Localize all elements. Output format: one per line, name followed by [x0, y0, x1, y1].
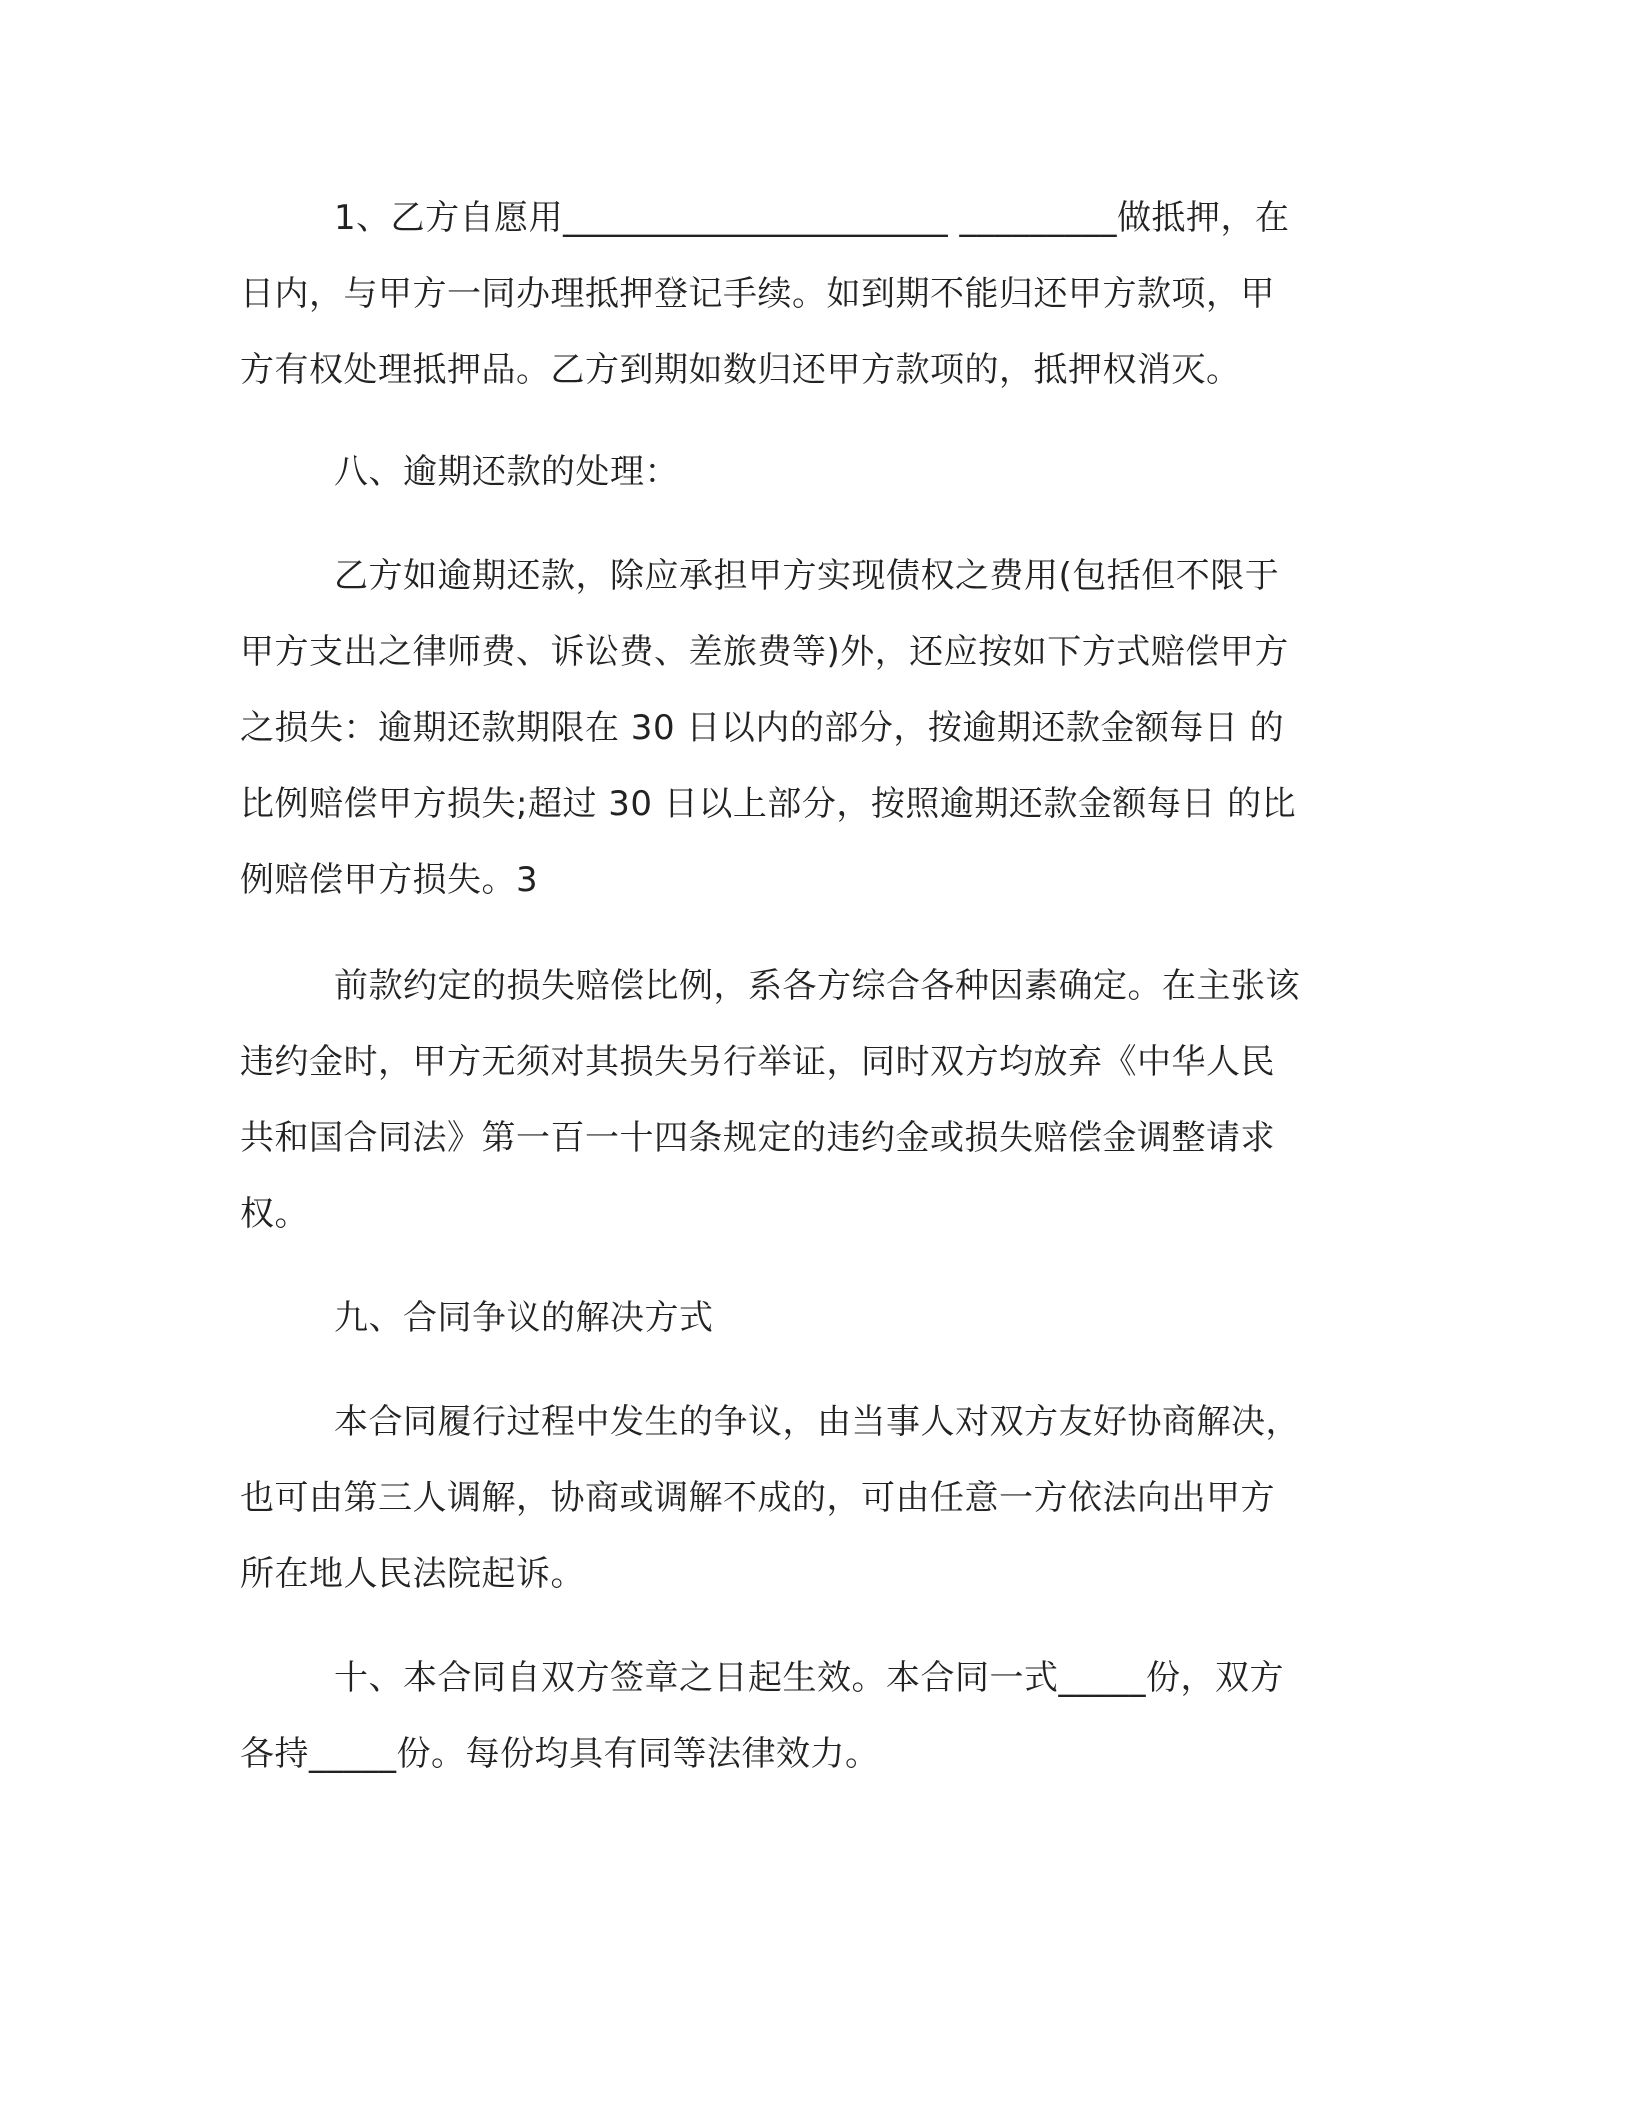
penalty-paragraph-line-2: 违约金时，甲方无须对其损失另行举证，同时双方均放弃《中华人民 [240, 1042, 1275, 1082]
penalty-paragraph-line-4: 权。 [240, 1194, 309, 1234]
overdue-paragraph-line-1: 乙方如逾期还款，除应承担甲方实现债权之费用(包括但不限于 [334, 556, 1280, 596]
overdue-paragraph-line-3: 之损失：逾期还款期限在 30 日以内的部分，按逾期还款金额每日 的 [240, 708, 1285, 748]
clause-mortgage-line-1: 1、乙方自愿用______________________ _________做抵押，在 [334, 198, 1290, 238]
penalty-paragraph-line-1: 前款约定的损失赔偿比例，系各方综合各种因素确定。在主张该 [334, 966, 1300, 1006]
section-heading-dispute: 九、合同争议的解决方式 [334, 1298, 714, 1338]
dispute-paragraph-line-2: 也可由第三人调解，协商或调解不成的，可由任意一方依法向出甲方 [240, 1478, 1275, 1518]
clause-mortgage-line-2: 日内，与甲方一同办理抵押登记手续。如到期不能归还甲方款项，甲 [240, 274, 1275, 314]
section-heading-overdue: 八、逾期还款的处理： [334, 452, 679, 492]
clause-mortgage-line-3: 方有权处理抵押品。乙方到期如数归还甲方款项的，抵押权消灭。 [240, 350, 1241, 390]
overdue-paragraph-line-4: 比例赔偿甲方损失;超过 30 日以上部分，按照逾期还款金额每日 的比 [240, 784, 1297, 824]
effective-clause-line-1: 十、本合同自双方签章之日起生效。本合同一式_____份，双方 [334, 1658, 1284, 1698]
dispute-paragraph-line-3: 所在地人民法院起诉。 [240, 1554, 585, 1594]
dispute-paragraph-line-1: 本合同履行过程中发生的争议，由当事人对双方友好协商解决， [334, 1402, 1300, 1442]
effective-clause-line-2: 各持_____份。每份均具有同等法律效力。 [240, 1734, 880, 1774]
penalty-paragraph-line-3: 共和国合同法》第一百一十四条规定的违约金或损失赔偿金调整请求 [240, 1118, 1275, 1158]
overdue-paragraph-line-2: 甲方支出之律师费、诉讼费、差旅费等)外，还应按如下方式赔偿甲方 [240, 632, 1289, 672]
overdue-paragraph-line-5: 例赔偿甲方损失。3 [240, 860, 539, 900]
